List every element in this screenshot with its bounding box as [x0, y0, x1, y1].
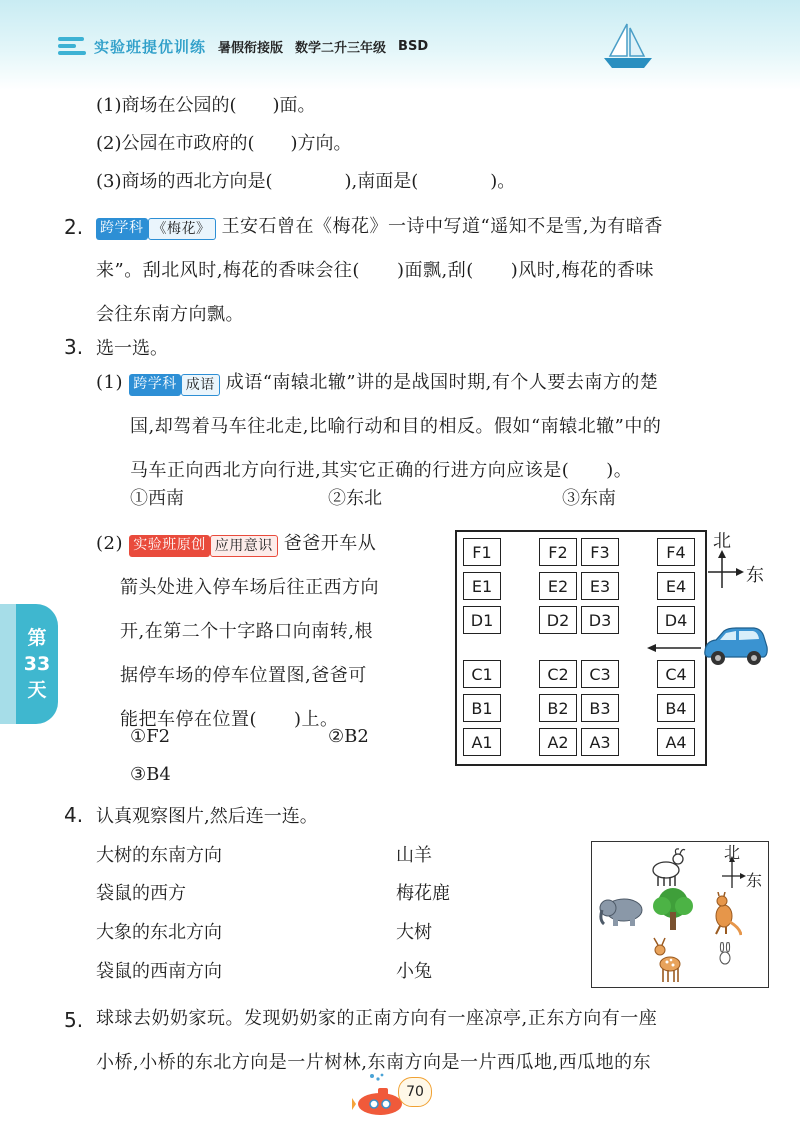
q3-sub2 — [96, 522, 446, 742]
slot-b2: B2 — [539, 694, 577, 722]
q3-sub1-line-1: 成语“南辕北辙”讲的是战国时期,有个人要去南方的楚 — [225, 372, 659, 393]
compass-east-label: 东 — [746, 871, 763, 890]
slot-d1: D1 — [463, 606, 501, 634]
q3-sub1-tag — [129, 374, 220, 396]
q3-sub2-option-2: ②B2 — [328, 726, 369, 747]
slot-c1: C1 — [463, 660, 501, 688]
q5-line-1: 球球去奶奶家玩。发现奶奶家的正南方向有一座凉亭,正东方向有一座 — [96, 1008, 658, 1029]
page-header — [58, 32, 428, 60]
slot-b4: B4 — [657, 694, 695, 722]
tag-application: 应用意识 — [210, 535, 278, 557]
q3-sub2-line-3: 开,在第二个十字路口向南转,根 — [120, 621, 373, 642]
edition-label: 暑假衔接版 — [218, 40, 284, 56]
slot-e1: E1 — [463, 572, 501, 600]
slot-d2: D2 — [539, 606, 577, 634]
q2-line-1: 王安石曾在《梅花》一诗中写道“遥知不是雪,为有暗香 — [221, 216, 663, 237]
goat-icon — [648, 846, 688, 888]
q1-item-3: (3)商场的西北方向是( ),南面是( )。 — [96, 171, 516, 192]
q2-text — [96, 205, 768, 337]
sailboat-icon — [600, 22, 656, 72]
q2-line-3: 会往东南方向飘。 — [96, 304, 244, 325]
q3-sub1-line-3: 马车正向西北方向行进,其实它正确的行进方向应该是( )。 — [130, 460, 633, 481]
slot-c3: C3 — [581, 660, 619, 688]
slot-f1: F1 — [463, 538, 501, 566]
q3-sub1 — [96, 361, 768, 493]
series-title: 实验班提优训练 — [94, 37, 207, 56]
slot-e2: E2 — [539, 572, 577, 600]
q3-sub2-prefix: (2) — [96, 533, 123, 554]
q2-number: 2. — [64, 215, 84, 239]
q3-sub1-line-2: 国,却驾着马车往北走,比喻行动和目的相反。假如“南辕北辙”中的 — [130, 416, 662, 437]
logo-icon — [58, 35, 88, 57]
publisher-label: BSD — [398, 38, 429, 54]
compass-east-label: 东 — [746, 565, 764, 586]
rabbit-icon — [716, 942, 734, 966]
q3-sub2-option-1: ①F2 — [130, 726, 171, 747]
q3-sub2-tag — [129, 535, 278, 557]
q5-line-2: 小桥,小桥的东北方向是一片树林,东南方向是一片西瓜地,西瓜地的东 — [96, 1052, 652, 1073]
q4-right-2: 梅花鹿 — [396, 883, 450, 904]
tag-topic: 《梅花》 — [148, 218, 216, 240]
subject-label: 数学二升三年级 — [295, 40, 387, 56]
compass-north-label: 北 — [713, 531, 731, 552]
q1-item-2: (2)公园在市政府的( )方向。 — [96, 133, 352, 154]
q4-right-1: 山羊 — [396, 845, 432, 866]
tag-original: 实验班原创 — [129, 535, 210, 557]
slot-a2: A2 — [539, 728, 577, 756]
q4-number: 4. — [64, 803, 84, 827]
q3-sub2-option-3: ③B4 — [130, 764, 171, 785]
q4-left-4: 袋鼠的西南方向 — [96, 961, 222, 982]
q4-right-3: 大树 — [396, 922, 432, 943]
day-tab — [16, 604, 58, 724]
slot-d3: D3 — [581, 606, 619, 634]
slot-f4: F4 — [657, 538, 695, 566]
q3-title: 选一选。 — [96, 338, 168, 359]
tag-topic: 成语 — [181, 374, 220, 396]
q4-left-2: 袋鼠的西方 — [96, 883, 186, 904]
side-strip — [0, 604, 16, 724]
slot-d4: D4 — [657, 606, 695, 634]
q3-sub2-line-5: 能把车停在位置( )上。 — [120, 709, 339, 730]
slot-b3: B3 — [581, 694, 619, 722]
slot-f3: F3 — [581, 538, 619, 566]
q3-sub2-line-4: 据停车场的停车位置图,爸爸可 — [120, 665, 367, 686]
slot-a3: A3 — [581, 728, 619, 756]
slot-a4: A4 — [657, 728, 695, 756]
q5-text — [96, 997, 768, 1085]
slot-c4: C4 — [657, 660, 695, 688]
parking-lot-diagram — [455, 530, 707, 766]
q5-number: 5. — [64, 1008, 84, 1032]
q1-item-1: (1)商场在公园的( )面。 — [96, 95, 316, 116]
q4-left-1: 大树的东南方向 — [96, 845, 222, 866]
q2-line-2: 来”。刮北风时,梅花的香味会往( )面飘,刮( )风时,梅花的香味 — [96, 260, 654, 281]
car-icon — [702, 625, 770, 669]
q3-number: 3. — [64, 335, 84, 359]
day-tab-prefix: 第 — [27, 627, 47, 649]
slot-f2: F2 — [539, 538, 577, 566]
slot-b1: B1 — [463, 694, 501, 722]
elephant-icon — [598, 894, 646, 928]
q3-sub2-line-2: 箭头处进入停车场后往正西方向 — [120, 577, 379, 598]
q4-right-4: 小兔 — [396, 961, 432, 982]
slot-e3: E3 — [581, 572, 619, 600]
slot-e4: E4 — [657, 572, 695, 600]
q4-left-3: 大象的东北方向 — [96, 922, 222, 943]
entry-arrow-icon — [647, 642, 703, 654]
q3-sub1-option-3: ③东南 — [562, 488, 616, 509]
kangaroo-icon — [708, 892, 742, 936]
page-number: 70 — [398, 1077, 432, 1107]
sika-deer-icon — [650, 936, 688, 984]
slot-a1: A1 — [463, 728, 501, 756]
animal-map — [591, 841, 769, 988]
day-tab-suffix: 天 — [27, 679, 47, 701]
compass-north-label: 北 — [724, 843, 741, 862]
q3-sub2-line-1: 爸爸开车从 — [283, 533, 377, 554]
q2-tag — [96, 218, 216, 240]
tree-icon — [650, 886, 696, 932]
q3-sub1-option-2: ②东北 — [328, 488, 382, 509]
q3-sub1-option-1: ①西南 — [130, 488, 184, 509]
slot-c2: C2 — [539, 660, 577, 688]
q3-sub1-prefix: (1) — [96, 372, 123, 393]
tag-subject: 跨学科 — [129, 374, 181, 396]
tag-subject: 跨学科 — [96, 218, 148, 240]
q4-title: 认真观察图片,然后连一连。 — [96, 806, 318, 827]
compass-arrows-icon — [704, 550, 744, 590]
day-tab-number: 33 — [23, 653, 51, 675]
